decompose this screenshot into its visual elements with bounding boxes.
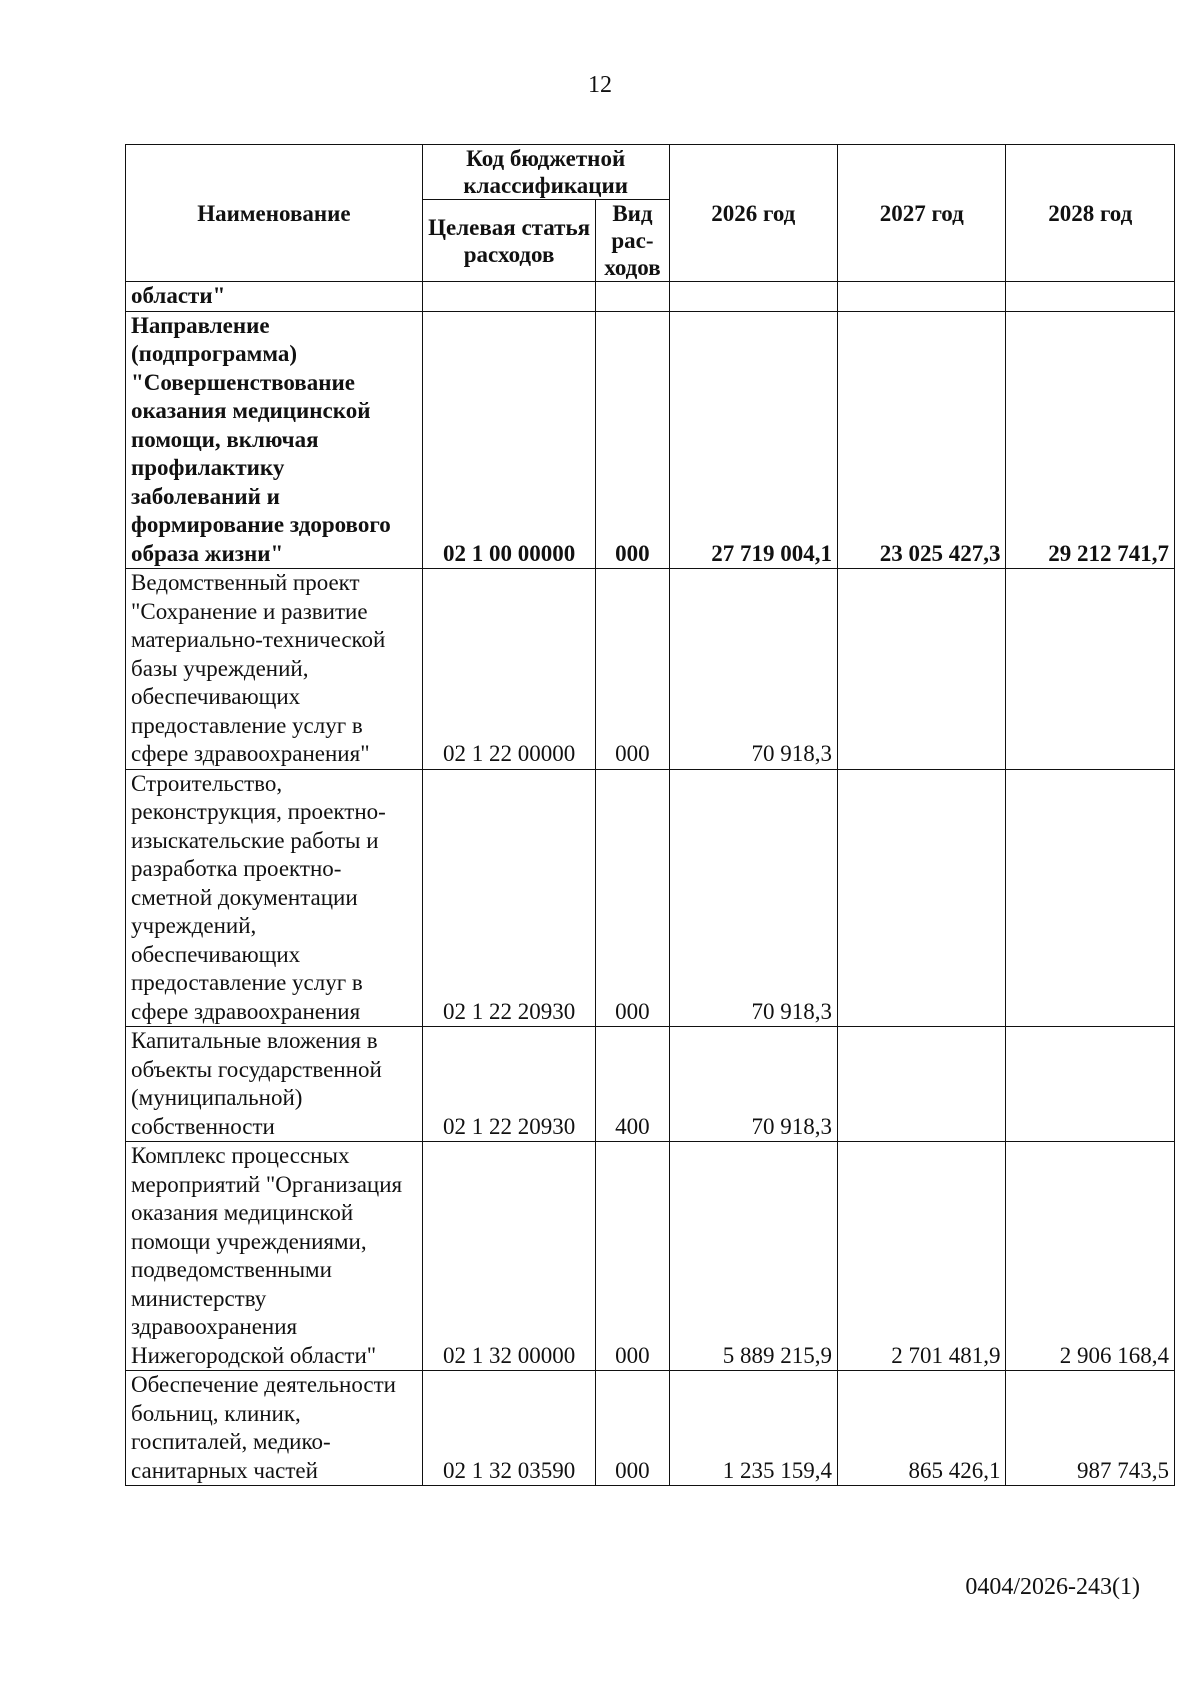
row-value-2026 [669, 282, 837, 312]
table-row [126, 769, 1175, 1027]
row-value-2028: 987 743,5 [1006, 1371, 1175, 1486]
row-value-2027 [838, 569, 1006, 770]
row-expense-type: 400 [596, 1027, 669, 1142]
row-value-2027: 2 701 481,9 [838, 1142, 1006, 1371]
row-value-2027 [838, 1027, 1006, 1142]
table-row [126, 569, 1175, 770]
row-target-article: 02 1 22 20930 [422, 769, 595, 1027]
document-code: 0404/2026-243(1) [965, 1574, 1140, 1600]
row-value-2026: 5 889 215,9 [669, 1142, 837, 1371]
row-value-2027 [838, 769, 1006, 1027]
row-target-article: 02 1 22 20930 [422, 1027, 595, 1142]
row-value-2028 [1006, 1027, 1175, 1142]
row-expense-type: 000 [596, 769, 669, 1027]
row-target-article: 02 1 32 00000 [422, 1142, 595, 1371]
table-row [126, 311, 1175, 569]
row-value-2028 [1006, 569, 1175, 770]
row-value-2026: 70 918,3 [669, 1027, 837, 1142]
row-name: Ведомственный проект "Сохранение и развитие материально-технической базы учреждений, обеспечивающих предоставление услуг в сфере здравоохранения" [126, 569, 423, 770]
row-name: Обеспечение деятельности больниц, клиник, госпиталей, медико-санитарных частей [126, 1371, 423, 1486]
row-expense-type: 000 [596, 1142, 669, 1371]
page-number: 12 [588, 72, 612, 98]
row-name: области" [126, 282, 423, 312]
row-name: Капитальные вложения в объекты государственной (муниципальной) собственности [126, 1027, 423, 1142]
row-expense-type: 000 [596, 311, 669, 569]
table-header-row [126, 145, 1175, 200]
row-value-2028 [1006, 282, 1175, 312]
row-value-2026: 70 918,3 [669, 769, 837, 1027]
row-value-2028: 2 906 168,4 [1006, 1142, 1175, 1371]
row-expense-type: 000 [596, 1371, 669, 1486]
table-row [126, 282, 1175, 312]
header-budget-code: Код бюджетной классификации [422, 145, 669, 200]
row-expense-type [596, 282, 669, 312]
row-target-article: 02 1 00 00000 [422, 311, 595, 569]
header-expense-type: Вид рас-ходов [596, 200, 669, 282]
table-row [126, 1371, 1175, 1486]
row-value-2028: 29 212 741,7 [1006, 311, 1175, 569]
row-name: Строительство, реконструкция, проектно-изыскательские работы и разработка проектно-сметной документации учреждений, обеспечивающих предоставление услуг в сфере здравоохранения [126, 769, 423, 1027]
row-target-article: 02 1 22 00000 [422, 569, 595, 770]
header-name: Наименование [126, 145, 423, 282]
row-target-article [422, 282, 595, 312]
row-value-2026: 70 918,3 [669, 569, 837, 770]
header-target-article: Целевая статья расходов [422, 200, 595, 282]
row-value-2027: 865 426,1 [838, 1371, 1006, 1486]
row-value-2028 [1006, 769, 1175, 1027]
row-value-2026: 1 235 159,4 [669, 1371, 837, 1486]
row-target-article: 02 1 32 03590 [422, 1371, 595, 1486]
header-year-2028: 2028 год [1006, 145, 1175, 282]
budget-table [125, 144, 1175, 1486]
header-year-2026: 2026 год [669, 145, 837, 282]
row-expense-type: 000 [596, 569, 669, 770]
table-row [126, 1142, 1175, 1371]
table-row [126, 1027, 1175, 1142]
row-value-2027: 23 025 427,3 [838, 311, 1006, 569]
row-value-2026: 27 719 004,1 [669, 311, 837, 569]
row-value-2027 [838, 282, 1006, 312]
row-name: Направление (подпрограмма) "Совершенствование оказания медицинской помощи, включая профилактику заболеваний и формирование здорового образа жизни" [126, 311, 423, 569]
header-year-2027: 2027 год [838, 145, 1006, 282]
row-name: Комплекс процессных мероприятий "Организация оказания медицинской помощи учреждениями, подведомственными министерству здравоохранения Нижегородской области" [126, 1142, 423, 1371]
